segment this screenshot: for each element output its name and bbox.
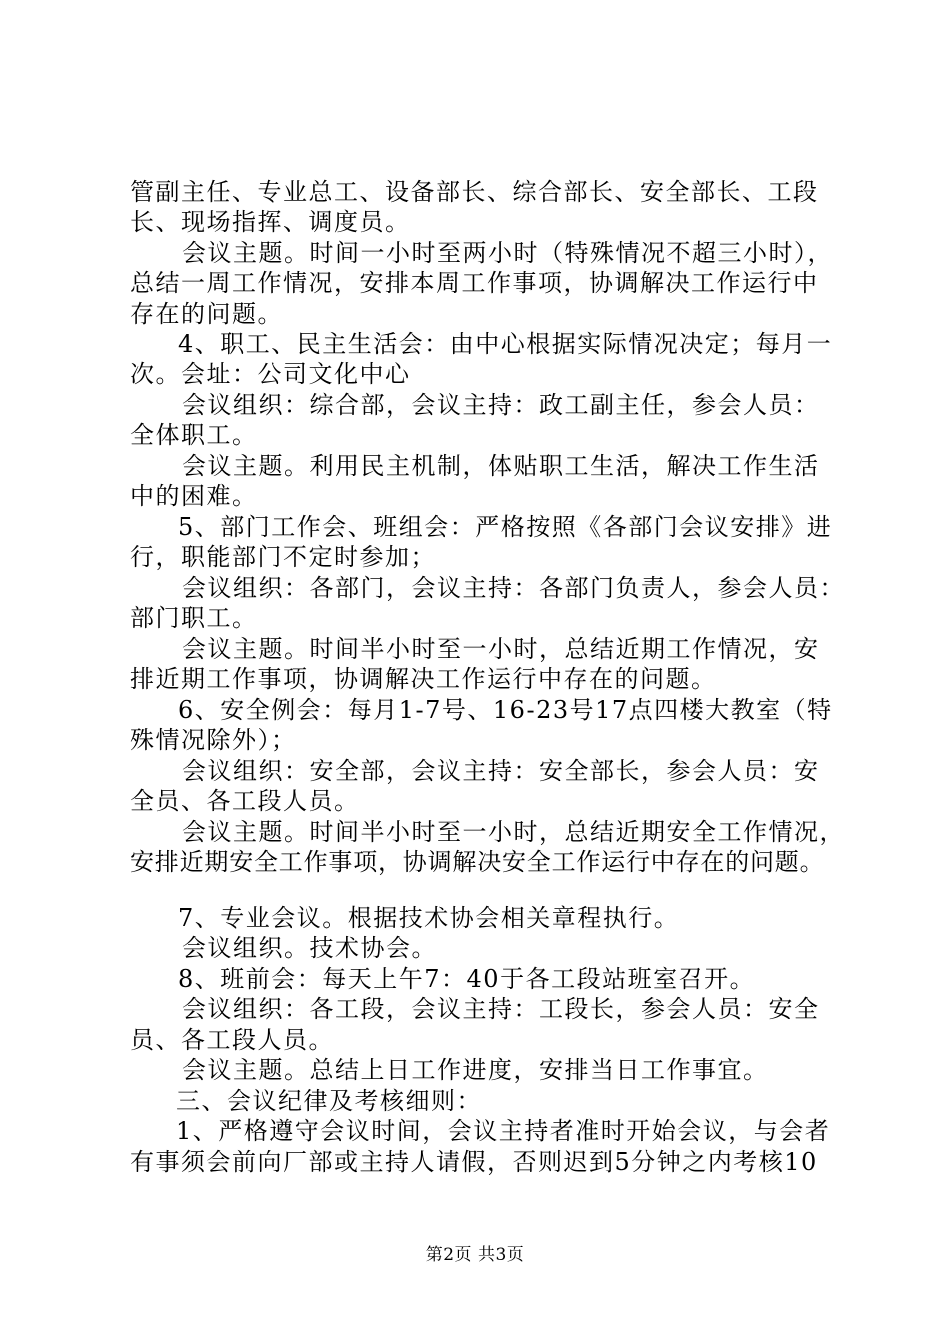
text-line: 7、专业会议。根据技术协会相关章程执行。 [178, 904, 680, 932]
text-line: 次。会址：公司文化中心 [130, 360, 411, 388]
text-line: 管副主任、专业总工、设备部长、综合部长、安全部长、工段 [130, 178, 819, 206]
text-line: 排近期工作事项，协调解决工作运行中存在的问题。 [130, 665, 717, 693]
text-line: 总结一周工作情况，安排本周工作事项，协调解决工作运行中 [130, 269, 819, 297]
text-line: 会议主题。利用民主机制，体贴职工生活，解决工作生活 [182, 452, 820, 480]
text-line: 会议主题。时间一小时至两小时（特殊情况不超三小时）， [182, 239, 833, 267]
text-line: 殊情况除外）； [130, 726, 297, 754]
text-line: 会议组织：各部门，会议主持：各部门负责人，参会人员： [182, 574, 845, 602]
text-line: 6、安全例会：每月1-7号、16-23号17点四楼大教室（特 [178, 696, 833, 724]
text-line: 5、部门工作会、班组会：严格按照《各部门会议安排》进 [178, 513, 833, 541]
text-line: 中的困难。 [130, 482, 258, 510]
text-line: 会议组织：安全部，会议主持：安全部长，参会人员：安 [182, 757, 820, 785]
text-line: 长、现场指挥、调度员。 [130, 208, 411, 236]
text-line: 会议组织。技术协会。 [182, 934, 437, 962]
text-line: 全体职工。 [130, 421, 258, 449]
text-line: 会议主题。时间半小时至一小时，总结近期工作情况，安 [182, 635, 820, 663]
text-line: 存在的问题。 [130, 300, 283, 328]
text-line: 8、班前会：每天上午7：40于各工段站班室召开。 [178, 965, 756, 993]
text-line: 员、各工段人员。 [130, 1026, 334, 1054]
text-line: 4、职工、民主生活会：由中心根据实际情况决定；每月一 [178, 330, 833, 358]
section-heading: 三、会议纪律及考核细则： [176, 1087, 482, 1115]
text-line: 部门职工。 [130, 604, 258, 632]
text-line: 行，职能部门不定时参加； [130, 543, 436, 571]
text-line: 会议主题。总结上日工作进度，安排当日工作事宜。 [182, 1056, 769, 1084]
text-line: 全员、各工段人员。 [130, 787, 360, 815]
text-line: 安排近期安全工作事项，协调解决安全工作运行中存在的问题。 [130, 848, 825, 876]
text-line: 会议组织：各工段，会议主持：工段长，参会人员：安全 [182, 995, 820, 1023]
text-line: 有事须会前向厂部或主持人请假，否则迟到5分钟之内考核10 [130, 1148, 818, 1176]
page-number-footer: 第2页 共3页 [425, 1245, 525, 1265]
text-line: 1、严格遵守会议时间，会议主持者准时开始会议，与会者 [176, 1117, 831, 1145]
text-line: 会议主题。时间半小时至一小时，总结近期安全工作情况， [182, 818, 845, 846]
text-line: 会议组织：综合部，会议主持：政工副主任，参会人员： [182, 391, 820, 419]
